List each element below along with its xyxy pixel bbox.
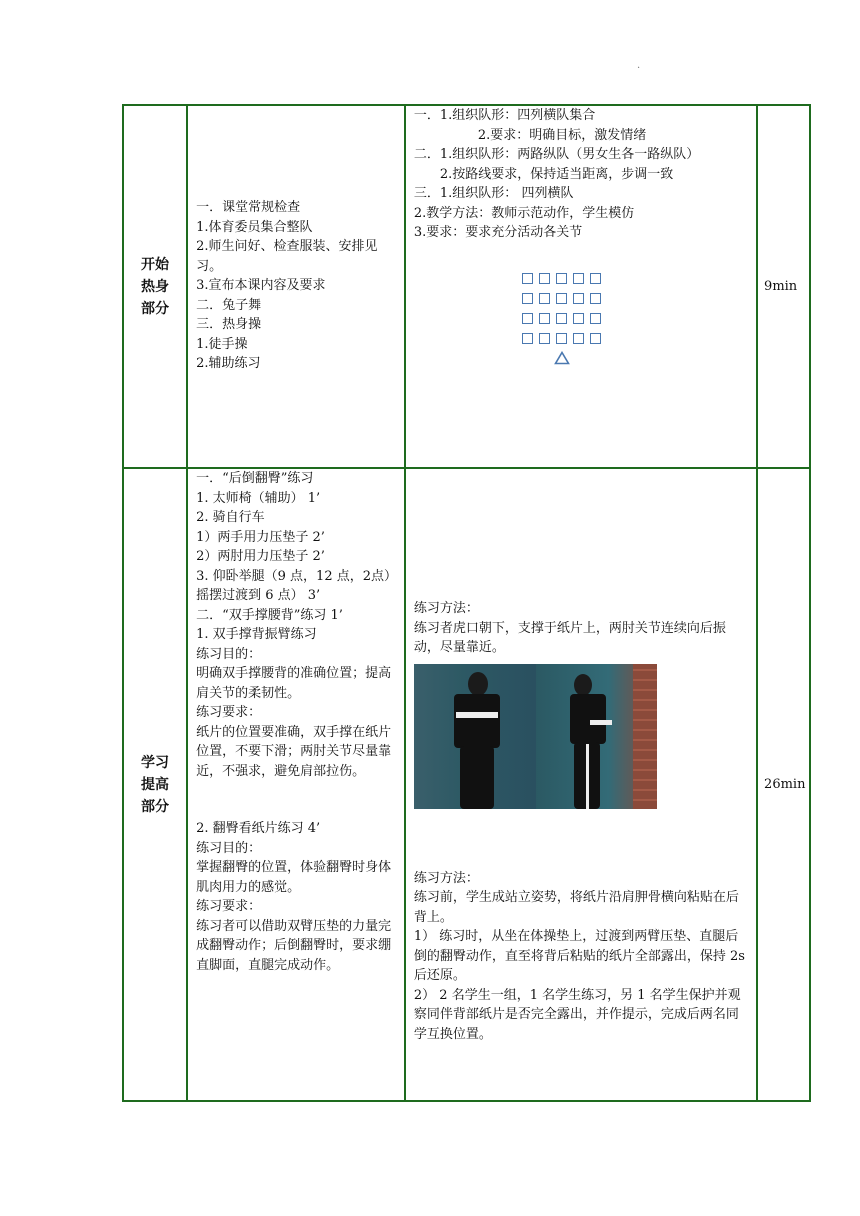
- triangle-icon: [554, 351, 570, 365]
- demo-photo-front: [414, 664, 536, 809]
- square-icon: [522, 313, 533, 324]
- lesson-plan-table: [122, 104, 811, 1102]
- time-cell-learning: 26min: [757, 468, 810, 1101]
- square-icon: [556, 293, 567, 304]
- formation-row: [374, 313, 750, 324]
- table-row-learning: [123, 468, 810, 1101]
- teacher-marker: [374, 351, 750, 365]
- square-icon: [539, 293, 550, 304]
- square-icon: [522, 293, 533, 304]
- table-row-warmup: [123, 105, 810, 468]
- formation-row: [374, 293, 750, 304]
- section-label-learning: 学习 提高 部分: [123, 468, 187, 1101]
- square-icon: [556, 333, 567, 344]
- square-icon: [539, 333, 550, 344]
- square-icon: [539, 273, 550, 284]
- square-icon: [590, 273, 601, 284]
- content-cell-learning: 一．“后倒翻臀”练习 1. 太师椅（辅助） 1’ 2. 骑自行车 1）两手用力压垫子 2’ 2）两肘用力压垫子 2’ 3. 仰卧举腿（9 点，12 点，2点）摇摆过渡到 6 点） 3’ 二．“双手撑腰背”练习 1’ 1. 双手撑背振臂练习 练习目的： 明确双手撑腰背的准确位置；提高肩关节的柔韧性。 练习要求： 纸片的位置要准确，双手撑在纸片位置，不要下滑；两肘关节尽量靠近，不强求，避免肩部拉伤。 2. 翻臀看纸片练习 4’ 练习目的： 掌握翻臀的位置，体验翻臀时身体肌肉用力的感觉。 练习要求： 练习者可以借助双臂压垫的力量完成翻臀动作；后倒翻臀时，要求绷直脚面，直腿完成动作。: [187, 468, 405, 1101]
- square-icon: [522, 333, 533, 344]
- organization-cell-warmup: 一．1.组织队形：四列横队集合 2.要求：明确目标，激发情绪 二．1.组织队形：两路纵队（男女生各一路纵队） 2.按路线要求，保持适当距离，步调一致 三．1.组织队形： 四列横队 2.教学方法：教师示范动作，学生模仿 3.要求：要求充分活动各关节: [405, 105, 757, 468]
- section-label-warmup: 开始 热身 部分: [123, 105, 187, 468]
- square-icon: [573, 273, 584, 284]
- square-icon: [573, 313, 584, 324]
- content-cell-warmup: 一．课堂常规检查 1.体育委员集合整队 2.师生问好、检查服装、安排见习。 3.宣布本课内容及要求 二．兔子舞 三．热身操 1.徒手操 2.辅助练习: [187, 105, 405, 468]
- square-icon: [556, 313, 567, 324]
- time-cell-warmup: 9min: [757, 105, 810, 468]
- square-icon: [556, 273, 567, 284]
- demo-photos: [414, 664, 750, 809]
- page-marker: .: [637, 60, 641, 71]
- square-icon: [573, 293, 584, 304]
- formation-row: [374, 273, 750, 284]
- formation-diagram: [374, 273, 750, 365]
- demo-photo-side: [536, 664, 657, 809]
- square-icon: [522, 273, 533, 284]
- square-icon: [590, 313, 601, 324]
- formation-row: [374, 333, 750, 344]
- square-icon: [539, 313, 550, 324]
- method-cell-learning: 练习方法： 练习者虎口朝下，支撑于纸片上，两肘关节连续向后振动，尽量靠近。 练习方法： 练习前，学生成站立姿势，将纸片沿肩胛骨横向粘贴在后背上。 1） 练习时，从坐在体操垫上，过渡到两臂压垫、直腿后倒的翻臀动作，直至将背后粘贴的纸片全部露出，保持 2s 后还原。 2） 2 名学生一组，1 名学生练习，另 1 名学生保护并观察同伴背部纸片是否完全露出，并作提示，完成后两名同学互换位置。: [405, 468, 757, 1101]
- square-icon: [590, 333, 601, 344]
- square-icon: [573, 333, 584, 344]
- square-icon: [590, 293, 601, 304]
